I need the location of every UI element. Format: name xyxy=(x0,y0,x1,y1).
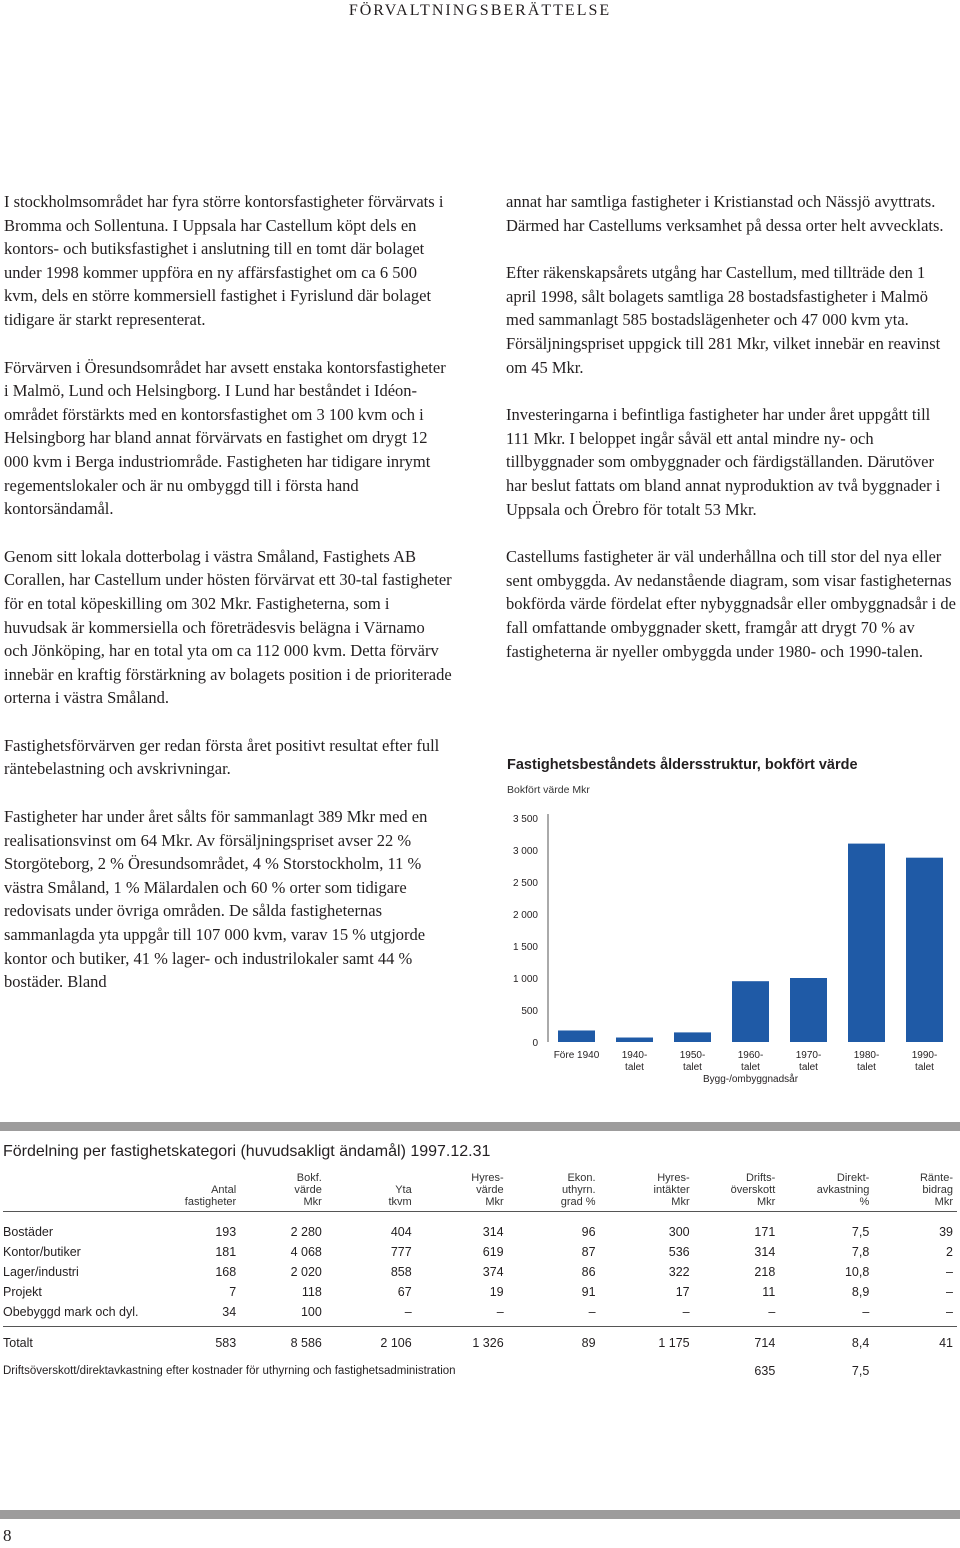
table-cell: 619 xyxy=(482,1245,504,1259)
table-cell: – xyxy=(946,1265,953,1279)
table-cell: 7,8 xyxy=(851,1245,870,1259)
table-column-header: Bokf. värde Mkr xyxy=(240,1172,326,1212)
table-row xyxy=(3,1262,957,1282)
table-cell: 168 xyxy=(215,1265,237,1279)
chart-x-tick-label: talet xyxy=(857,1062,876,1073)
chart-x-axis-label: Bygg-/ombyggnadsår xyxy=(702,1074,799,1085)
paragraph: Efter räkenskapsårets utgång har Castellum, med tillträde den 1 april 1998, sålt bolagets samtliga 28 bostadsfastigheter i Malmö med sammanlagt 585 bostadslägenheter och 47 000 kvm yta. Försäljningspriset uppgick till 281 Mkr, vilket innebär en reavinst om 45 Mkr. xyxy=(506,263,941,377)
table-cell: 86 xyxy=(581,1265,596,1279)
table-cell: – xyxy=(416,1302,508,1327)
page-number: 8 xyxy=(3,1526,12,1545)
table-cell: 7 xyxy=(229,1285,237,1299)
section-divider xyxy=(0,1122,960,1131)
table-header-row xyxy=(3,1172,957,1212)
table-row xyxy=(3,1282,957,1302)
right-text-column xyxy=(506,190,956,687)
table-cell: 193 xyxy=(215,1225,237,1239)
chart-y-tick-label: 1 000 xyxy=(512,974,538,985)
table-cell: 536 xyxy=(668,1245,690,1259)
footnote-label: Driftsöverskott/direktavkastning efter kostnader för uthyrning och fastighetsadministration xyxy=(3,1365,456,1377)
table-cell: 8,4 xyxy=(851,1336,870,1350)
table-column-header xyxy=(3,1172,181,1212)
table-column-header: Antal fastigheter xyxy=(181,1172,241,1212)
chart-x-tick-label: 1990- xyxy=(911,1050,938,1061)
chart-x-tick-label: talet xyxy=(799,1062,818,1073)
table-row xyxy=(3,1302,957,1327)
table-cell: Totalt xyxy=(3,1336,33,1350)
table-column-header: Drifts- överskott Mkr xyxy=(694,1172,780,1212)
table-cell: 583 xyxy=(215,1336,237,1350)
paragraph: Castellums fastigheter är väl underhållna och till stor del nya eller sent ombyggda. Av nedanstående diagram, som visar fastigheternas bokförda värde fördelat efter nybyggnadsår eller ombyggnadsår i de fall omfattande ombyggnader skett, framgår att drygt 70 % av fastigheterna är nyeller ombyggda under 1980- och 1990-talen. xyxy=(506,547,956,661)
table-column-header: Hyres- intäkter Mkr xyxy=(600,1172,694,1212)
table-cell: – xyxy=(946,1285,953,1299)
table-cell: 300 xyxy=(668,1225,690,1239)
table-cell: 17 xyxy=(675,1285,690,1299)
paragraph: annat har samtliga fastigheter i Kristianstad och Nässjö avyttrats. Därmed har Castellums verksamhet på dessa orter helt avvecklats. xyxy=(506,192,944,235)
table-cell: Lager/industri xyxy=(3,1265,79,1279)
chart-x-tick-label: talet xyxy=(915,1062,934,1073)
table-cell: 8,9 xyxy=(851,1285,870,1299)
property-category-table-container xyxy=(3,1172,957,1381)
footnote-drift-value: 635 xyxy=(754,1364,776,1378)
table-cell: 34 xyxy=(181,1302,241,1327)
table-cell: 2 280 xyxy=(290,1225,322,1239)
table-column-header: Ekon. uthyrn. grad % xyxy=(508,1172,600,1212)
chart-x-tick-label: talet xyxy=(625,1062,644,1073)
table-cell: 11 xyxy=(762,1285,776,1299)
chart-x-tick-label: 1960- xyxy=(737,1050,764,1061)
page-header: FÖRVALTNINGSBERÄTTELSE xyxy=(348,2,612,19)
paragraph: Fastighetsförvärven ger redan första året positivt resultat efter full räntebelastning och avskrivningar. xyxy=(4,735,440,779)
chart-x-tick-label: Före 1940 xyxy=(553,1050,600,1061)
table-cell: 100 xyxy=(240,1302,326,1327)
table-cell: 7,5 xyxy=(851,1225,870,1239)
table-cell: 218 xyxy=(754,1265,776,1279)
table-cell: 1 175 xyxy=(658,1336,690,1350)
table-cell: Projekt xyxy=(3,1285,42,1299)
table-cell: 96 xyxy=(581,1225,596,1239)
chart-x-tick-label: 1970- xyxy=(795,1050,822,1061)
table-cell: 89 xyxy=(581,1336,596,1350)
age-structure-chart xyxy=(500,800,950,1090)
table-cell: 2 106 xyxy=(380,1336,412,1350)
table-cell: 118 xyxy=(301,1285,322,1299)
paragraph: Genom sitt lokala dotterbolag i västra Småland, Fastighets AB Corallen, har Castellum under hösten förvärvat ett 30-tal fastigheter för en total köpeskilling om 302 Mkr. Fastigheterna, som i huvudsak är kommersiella och företrädesvis belägna i Värnamo och Jönköping, har en total yta om ca 112 000 kvm. Detta förvärv innebär en kraftig förstärkning av bolagets position i de prioriterade orterna i västra Småland. xyxy=(4,546,452,708)
table-cell: – xyxy=(779,1302,873,1327)
left-text-column xyxy=(4,190,452,1018)
chart-y-axis-label: Bokfört värde Mkr xyxy=(507,784,590,796)
chart-title: Fastighetsbeståndets åldersstruktur, bokfört värde xyxy=(507,757,858,773)
table-cell: 314 xyxy=(482,1225,504,1239)
chart-y-tick-label: 2 000 xyxy=(512,910,538,921)
table-cell: 404 xyxy=(390,1225,412,1239)
table-cell: – xyxy=(873,1302,957,1327)
table-cell: 67 xyxy=(397,1285,412,1299)
chart-y-tick-label: 1 500 xyxy=(512,942,538,953)
table-cell: 19 xyxy=(489,1285,504,1299)
table-cell: 858 xyxy=(390,1265,412,1279)
table-column-header: Yta tkvm xyxy=(326,1172,416,1212)
chart-x-tick-label: 1950- xyxy=(679,1050,706,1061)
chart-x-tick-label: talet xyxy=(683,1062,702,1073)
table-cell: 374 xyxy=(482,1265,504,1279)
table-body xyxy=(3,1212,957,1382)
table-column-header: Direkt- avkastning % xyxy=(779,1172,873,1212)
table-total-row xyxy=(3,1327,957,1354)
table-cell: Kontor/butiker xyxy=(3,1245,81,1259)
table-cell: – xyxy=(508,1302,600,1327)
chart-y-tick-label: 2 500 xyxy=(512,878,538,889)
table-cell: Obebyggd mark och dyl. xyxy=(3,1302,181,1327)
chart-bar xyxy=(790,978,827,1042)
table-title: Fördelning per fastighetskategori (huvudsakligt ändamål) 1997.12.31 xyxy=(3,1143,491,1160)
table-cell: – xyxy=(326,1302,416,1327)
chart-y-tick-label: 0 xyxy=(532,1038,538,1049)
table-cell: 2 xyxy=(946,1245,953,1259)
table-column-header: Ränte- bidrag Mkr xyxy=(873,1172,957,1212)
table-cell xyxy=(873,1353,957,1381)
table-cell: 91 xyxy=(581,1285,596,1299)
table-cell: 10,8 xyxy=(844,1265,870,1279)
table-cell: 41 xyxy=(939,1336,953,1350)
chart-x-tick-label: talet xyxy=(741,1062,760,1073)
table-cell: 2 020 xyxy=(290,1265,322,1279)
table-cell: – xyxy=(600,1302,694,1327)
chart-x-tick-label: 1980- xyxy=(853,1050,880,1061)
paragraph: Förvärven i Öresundsområdet har avsett enstaka kontorsfastigheter i Malmö, Lund och Helsingborg. I Lund har beståndet i Idéon-området förstärkts med en kontorsfastighet om 3 100 kvm och i Helsingborg har bland annat förvärvats en fastighet om drygt 12 000 kvm i Berga industriområde. Fastigheten har tidigare inrymt regementslokaler och är nu ombyggd till i första hand kontorsändamål. xyxy=(4,357,446,519)
paragraph: Fastigheter har under året sålts för sammanlagt 389 Mkr med en realisationsvinst om 64 Mkr. Av försäljningspriset avser 22 % Storgöteborg, 2 % Öresundsområdet, 4 % Storstockholm, 11 % västra Småland, 1 % Mälardalen och 60 % orter som tidigare redovisats under övriga områden. De sålda fastigheternas sammanlagda yta uppgår till 107 000 kvm, varav 15 % utgjorde kontor och butiker, 41 % lager- och industrilokaler samt 44 % bostäder. Bland xyxy=(4,807,428,992)
table-cell: 87 xyxy=(581,1245,596,1259)
property-category-table xyxy=(3,1172,957,1381)
table-cell: 714 xyxy=(754,1336,776,1350)
footer-divider xyxy=(0,1510,960,1519)
table-cell: 8 586 xyxy=(290,1336,322,1350)
chart-bar xyxy=(906,858,943,1042)
chart-bar xyxy=(616,1038,653,1042)
table-cell: 1 326 xyxy=(472,1336,504,1350)
chart-y-tick-label: 3 000 xyxy=(512,846,538,857)
table-cell: 4 068 xyxy=(290,1245,322,1259)
table-cell: 171 xyxy=(754,1225,776,1239)
footnote-yield-value: 7,5 xyxy=(851,1364,870,1378)
table-row xyxy=(3,1242,957,1262)
chart-bar xyxy=(848,844,885,1042)
table-cell: 777 xyxy=(390,1245,412,1259)
chart-bar xyxy=(558,1030,595,1042)
chart-y-tick-label: 500 xyxy=(521,1006,538,1017)
table-row xyxy=(3,1212,957,1243)
paragraph: I stockholmsområdet har fyra större kontorsfastigheter förvärvats i Bromma och Sollentuna. I Uppsala har Castellum köpt dels en kontors- och butiksfastighet i anslutning till en tomt där bolaget under 1998 kommer uppföra en ny affärsfastighet om ca 6 500 kvm, dels en större kommersiell fastighet i Fyrislund där bolaget tidigare är starkt representerat. xyxy=(4,192,444,329)
table-column-header: Hyres- värde Mkr xyxy=(416,1172,508,1212)
table-cell: Bostäder xyxy=(3,1225,54,1239)
chart-y-tick-label: 3 500 xyxy=(512,814,538,825)
paragraph: Investeringarna i befintliga fastigheter har under året uppgått till 111 Mkr. I beloppet ingår såväl ett antal mindre ny- och tillbyggnader som ombyggnader och färdigställanden. Därutöver har beslut fattats om bland annat nyproduktion av två byggnader i Uppsala och Örebro för totalt 53 Mkr. xyxy=(506,405,941,519)
table-cell: 314 xyxy=(754,1245,776,1259)
chart-x-tick-label: 1940- xyxy=(621,1050,648,1061)
chart-bar xyxy=(732,981,769,1042)
table-cell: 39 xyxy=(939,1225,953,1239)
table-cell: – xyxy=(694,1302,780,1327)
table-footnote-row xyxy=(3,1353,957,1381)
table-cell: 322 xyxy=(668,1265,690,1279)
table-cell: 181 xyxy=(215,1245,237,1259)
chart-bar xyxy=(674,1032,711,1042)
